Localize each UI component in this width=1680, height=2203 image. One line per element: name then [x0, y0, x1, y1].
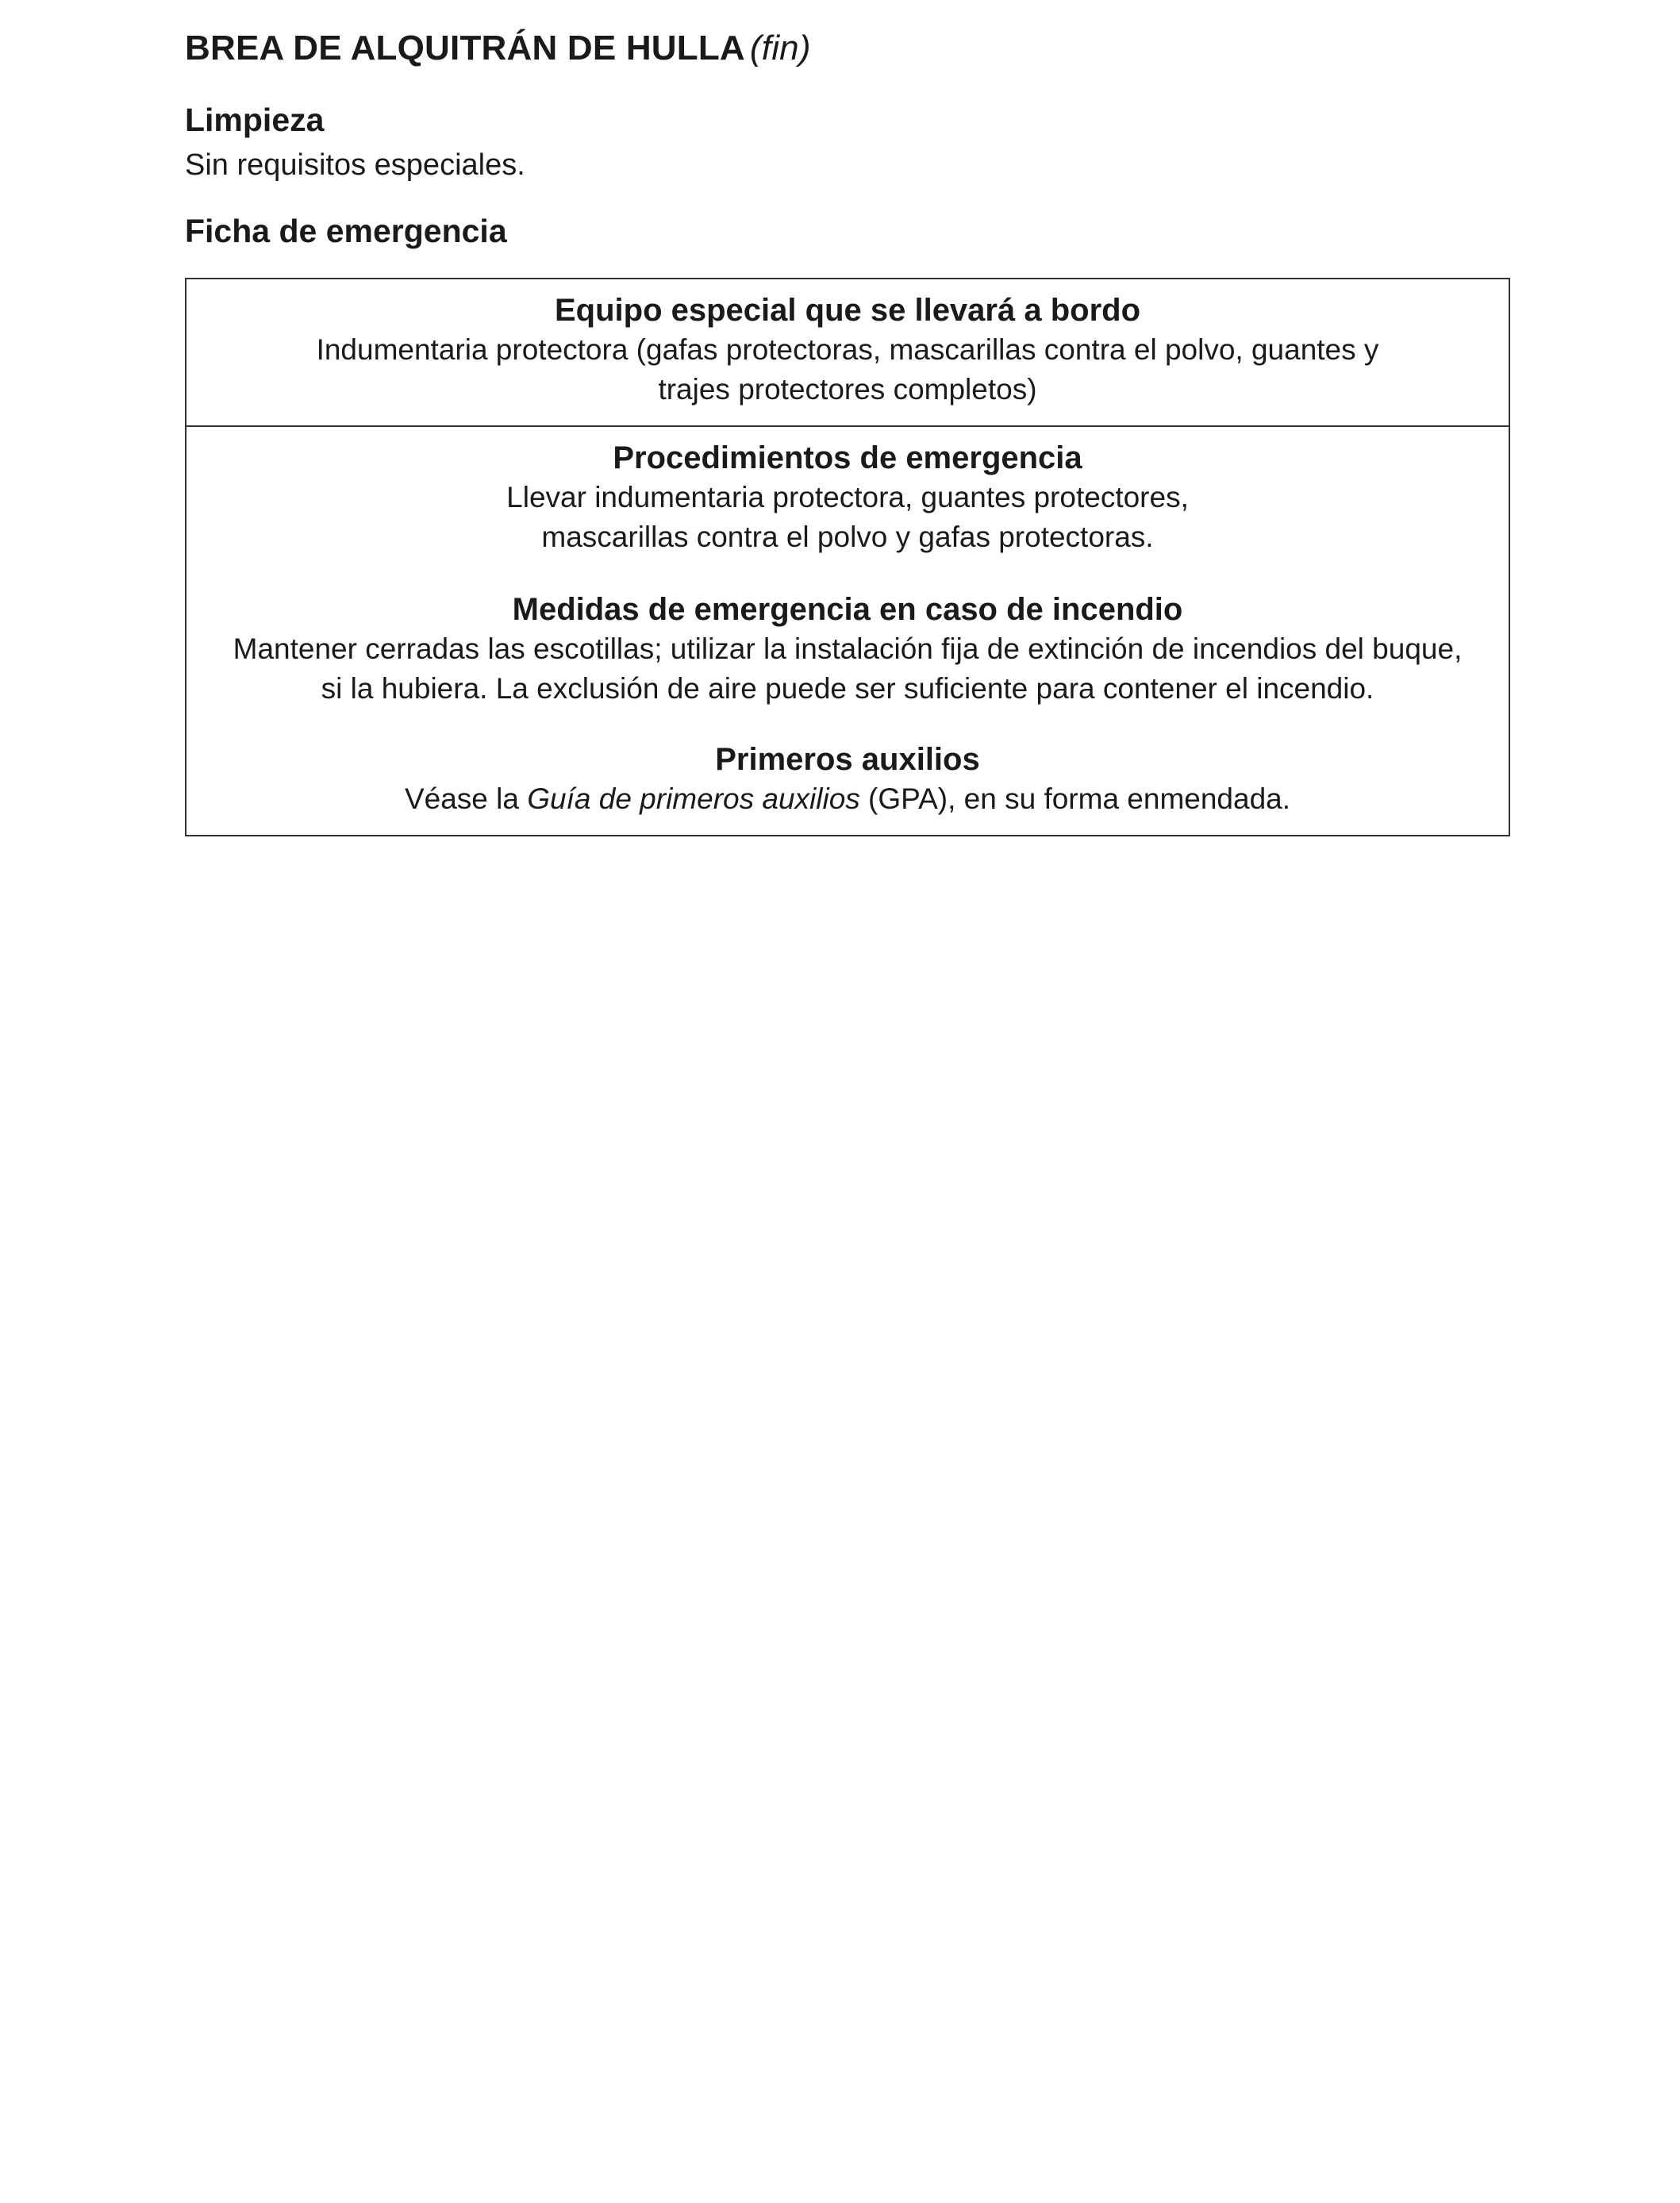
- first-aid-guide-title: Guía de primeros auxilios: [527, 782, 860, 815]
- emergency-schedule-heading: Ficha de emergencia: [185, 213, 507, 249]
- fire-measures-line: Mantener cerradas las escotillas; utilizar la instalación fija de extinción de incendios del buque,: [233, 632, 1463, 665]
- special-equipment-heading: Equipo especial que se llevará a bordo: [554, 293, 1141, 328]
- cleaning-heading: Limpieza: [185, 102, 325, 138]
- fire-measures-section: [186, 590, 1509, 709]
- special-equipment-section: [186, 290, 1509, 409]
- special-equipment-line: trajes protectores completos): [658, 373, 1037, 406]
- page-title: [185, 29, 811, 68]
- emergency-procedures-line: Llevar indumentaria protectora, guantes protectores,: [506, 481, 1189, 513]
- title-suffix: (fin): [749, 29, 811, 67]
- fire-measures-line: si la hubiera. La exclusión de aire puede ser suficiente para contener el incendio.: [321, 672, 1374, 705]
- box-divider: [186, 425, 1509, 427]
- emergency-procedures-section: [186, 438, 1509, 557]
- first-aid-section: [186, 740, 1509, 819]
- emergency-procedures-heading: Procedimientos de emergencia: [613, 440, 1082, 475]
- special-equipment-line: Indumentaria protectora (gafas protectoras, mascarillas contra el polvo, guantes y: [316, 333, 1379, 366]
- emergency-procedures-line: mascarillas contra el polvo y gafas protectoras.: [541, 521, 1154, 553]
- first-aid-heading: Primeros auxilios: [715, 742, 980, 777]
- first-aid-text: [186, 779, 1509, 819]
- first-aid-text-before: Véase la: [404, 782, 528, 815]
- title-text: BREA DE ALQUITRÁN DE HULLA: [185, 29, 745, 67]
- fire-measures-heading: Medidas de emergencia en caso de incendio: [512, 592, 1183, 627]
- first-aid-text-after: (GPA), en su forma enmendada.: [859, 782, 1291, 815]
- emergency-schedule-box: [185, 278, 1510, 836]
- cleaning-text: Sin requisitos especiales.: [185, 148, 525, 182]
